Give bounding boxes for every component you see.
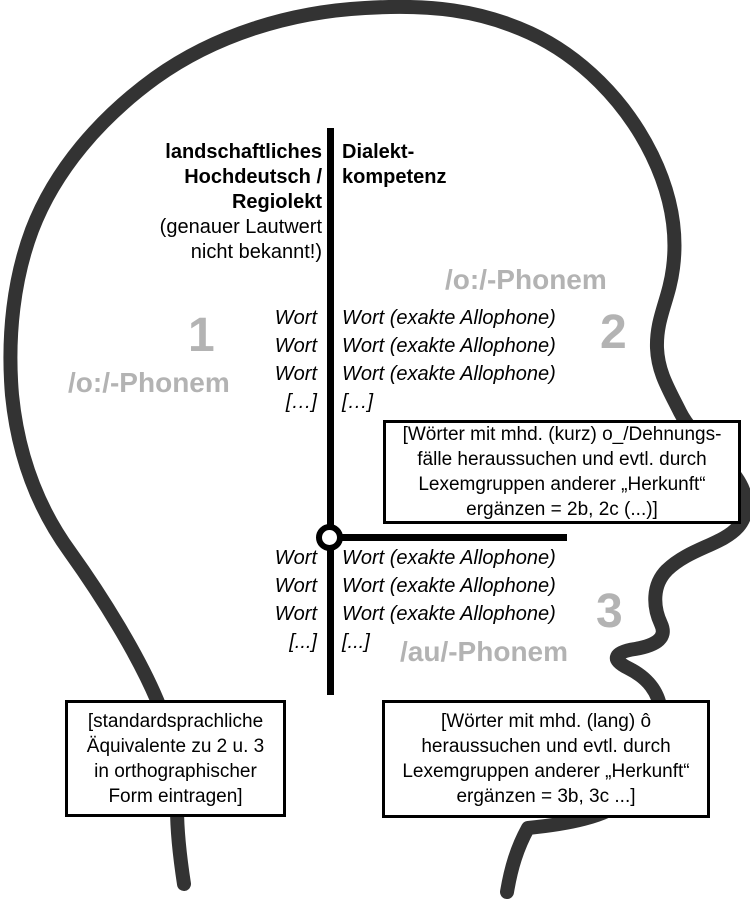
word-item: Wort (274, 335, 317, 357)
word-list-section3-right (342, 544, 556, 656)
header-left-line: landschaftliches (165, 141, 322, 163)
note-line: Form eintragen] (108, 785, 243, 807)
word-item: […] (342, 391, 374, 413)
note-line: Lexemgruppen anderer „Herkunft“ (402, 761, 690, 782)
header-left-note: nicht bekannt!) (190, 241, 322, 263)
note-line: ergänzen = 2b, 2c (...)] (466, 499, 658, 520)
phoneme-label-section2: /o:/-Phonem (445, 264, 607, 295)
header-left-note: (genauer Lautwert (159, 216, 322, 238)
phoneme-label-section1: /o:/-Phonem (68, 367, 230, 398)
word-item: Wort (exakte Allophone) (342, 603, 556, 625)
word-item: [...] (289, 631, 317, 653)
vertical-axis-line (327, 128, 334, 695)
word-item: Wort (exakte Allophone) (342, 363, 556, 385)
horizontal-axis-line (331, 534, 567, 541)
axis-origin-node (316, 524, 343, 551)
word-item: [...] (342, 631, 370, 653)
note-box-lower-right (382, 700, 710, 818)
note-line: heraussuchen und evtl. durch (421, 736, 671, 757)
word-list-section3-left (275, 544, 317, 656)
word-item: Wort (exakte Allophone) (342, 307, 556, 329)
header-right-line: kompetenz (342, 166, 447, 188)
word-item: Wort (274, 363, 317, 385)
header-left-column (160, 140, 322, 265)
header-left-line: Regiolekt (231, 191, 322, 213)
word-item: Wort (274, 547, 317, 569)
note-box-lower-left (65, 700, 286, 817)
word-item: Wort (274, 603, 317, 625)
header-right-line: Dialekt- (342, 141, 415, 163)
phoneme-label-section3: /au/-Phonem (400, 636, 569, 667)
section-number-1: 1 (188, 309, 215, 362)
section-number-3: 3 (596, 585, 623, 638)
note-line: ergänzen = 3b, 3c ...] (456, 786, 636, 807)
note-line: Äquivalente zu 2 u. 3 (86, 735, 265, 757)
word-item: […] (285, 391, 317, 413)
note-line: Lexemgruppen anderer „Herkunft“ (418, 474, 706, 495)
header-right-column (342, 140, 446, 190)
note-line: in orthographischer (94, 760, 257, 782)
note-line: fälle heraussuchen und evtl. durch (417, 449, 707, 470)
note-box-upper-right (383, 420, 741, 524)
word-list-section1 (275, 304, 317, 416)
section-number-2: 2 (600, 306, 627, 359)
word-item: Wort (exakte Allophone) (342, 547, 556, 569)
word-item: Wort (exakte Allophone) (342, 335, 556, 357)
note-line: [Wörter mit mhd. (lang) ô (440, 711, 652, 732)
note-line: [standardsprachliche (87, 710, 264, 732)
header-left-line: Hochdeutsch / (184, 166, 322, 188)
word-item: Wort (274, 575, 317, 597)
word-item: Wort (exakte Allophone) (342, 575, 556, 597)
word-item: Wort (274, 307, 317, 329)
note-line: [Wörter mit mhd. (kurz) o_/Dehnungs- (402, 424, 722, 445)
word-list-section2 (342, 304, 556, 416)
